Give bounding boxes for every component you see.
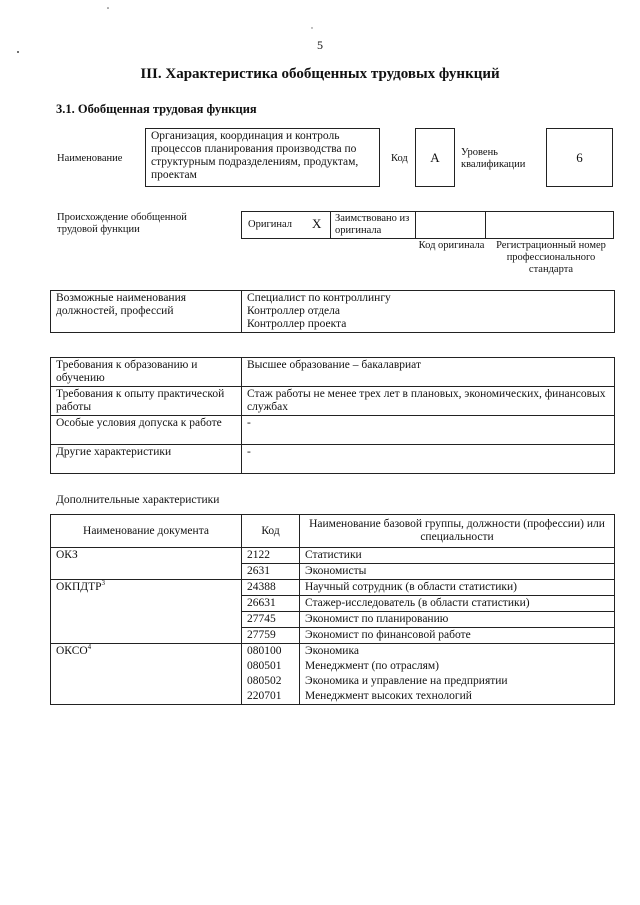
code-box	[415, 128, 455, 187]
level-value: 6	[576, 149, 583, 165]
name-cell: Экономисты	[300, 564, 615, 580]
table-row	[51, 548, 615, 564]
code-cell: 2631	[242, 564, 300, 580]
origin-divider-2	[415, 211, 416, 239]
position-item: Специалист по контроллингу	[247, 292, 391, 304]
name-cell: Научный сотрудник (в области статистики)	[300, 580, 615, 596]
doc-cell: ОКСО$^4$	[51, 644, 242, 705]
position-item: Контроллер проекта	[247, 318, 347, 330]
requirement-value: Стаж работы не менее трех лет в плановых, экономических, финансовых службах	[242, 387, 615, 416]
code-label: Код	[391, 153, 408, 164]
function-name-box	[145, 128, 380, 187]
page-number: 5	[317, 38, 323, 52]
requirement-label: Требования к опыту практической работы	[51, 387, 242, 416]
additional-table	[50, 514, 615, 705]
level-box	[546, 128, 613, 187]
name-cell: Экономика и управление на предприятии	[300, 674, 615, 689]
origin-label: Происхождение обобщенной трудовой функции	[57, 212, 187, 235]
col-code-header: Код	[242, 515, 300, 548]
table-row	[51, 644, 615, 660]
level-label: Уровень квалификации	[461, 147, 526, 170]
positions-label: Возможные наименования должностей, профессий	[51, 291, 242, 333]
function-name-value: Организация, координация и контроль процессов планирования производства по структурным подразделениям, продуктам, проектам	[151, 130, 359, 181]
origin-divider-3	[485, 211, 486, 239]
code-cell: 24388	[242, 580, 300, 596]
name-cell: Статистики	[300, 548, 615, 564]
code-value: A	[430, 149, 440, 165]
section-title: III. Характеристика обобщенных трудовых функций	[140, 66, 500, 82]
requirement-value: Высшее образование – бакалавриат	[242, 358, 615, 387]
requirement-row	[51, 358, 615, 387]
name-cell: Стажер-исследователь (в области статистики)	[300, 596, 615, 612]
position-item: Контроллер отдела	[247, 305, 340, 317]
name-cell: Экономика	[300, 644, 615, 660]
positions-values	[242, 291, 615, 333]
name-cell: Менеджмент высоких технологий	[300, 689, 615, 705]
positions-table	[50, 290, 615, 333]
name-label: Наименование	[57, 153, 123, 164]
requirement-row	[51, 445, 615, 474]
code-cell: 27759	[242, 628, 300, 644]
col-name-header: Наименование базовой группы, должности (профессии) или специальности	[300, 515, 615, 548]
name-cell: Экономист по планированию	[300, 612, 615, 628]
code-cell: 27745	[242, 612, 300, 628]
doc-cell: ОКПДТР$^3$	[51, 580, 242, 644]
doc-cell: ОКЗ	[51, 548, 242, 580]
name-cell: Экономист по финансовой работе	[300, 628, 615, 644]
requirements-table	[50, 357, 615, 474]
code-cell: 2122	[242, 548, 300, 564]
name-cell: Менеджмент (по отраслям)	[300, 659, 615, 674]
requirement-value: -	[242, 445, 615, 474]
code-cell: 080100	[242, 644, 300, 660]
original-mark: X	[312, 216, 322, 231]
col-doc-header: Наименование документа	[51, 515, 242, 548]
requirement-row	[51, 387, 615, 416]
positions-row	[51, 291, 615, 333]
code-cell: 220701	[242, 689, 300, 705]
subsection-title: 3.1. Обобщенная трудовая функция	[56, 102, 257, 116]
code-cell: 26631	[242, 596, 300, 612]
table-row	[51, 580, 615, 596]
requirement-value: -	[242, 416, 615, 445]
original-code-caption: Код оригинала	[418, 240, 485, 251]
borrowed-label: Заимствовано из оригинала	[335, 213, 410, 236]
reg-number-caption: Регистрационный номер профессионального стандарта	[496, 240, 606, 275]
requirement-label: Особые условия допуска к работе	[51, 416, 242, 445]
additional-heading: Дополнительные характеристики	[56, 494, 220, 506]
code-cell: 080502	[242, 674, 300, 689]
additional-header-row	[51, 515, 615, 548]
requirement-row	[51, 416, 615, 445]
origin-divider-1	[330, 211, 331, 239]
code-cell: 080501	[242, 659, 300, 674]
requirement-label: Требования к образованию и обучению	[51, 358, 242, 387]
requirement-label: Другие характеристики	[51, 445, 242, 474]
original-label: Оригинал	[248, 219, 292, 230]
origin-box	[241, 211, 614, 239]
